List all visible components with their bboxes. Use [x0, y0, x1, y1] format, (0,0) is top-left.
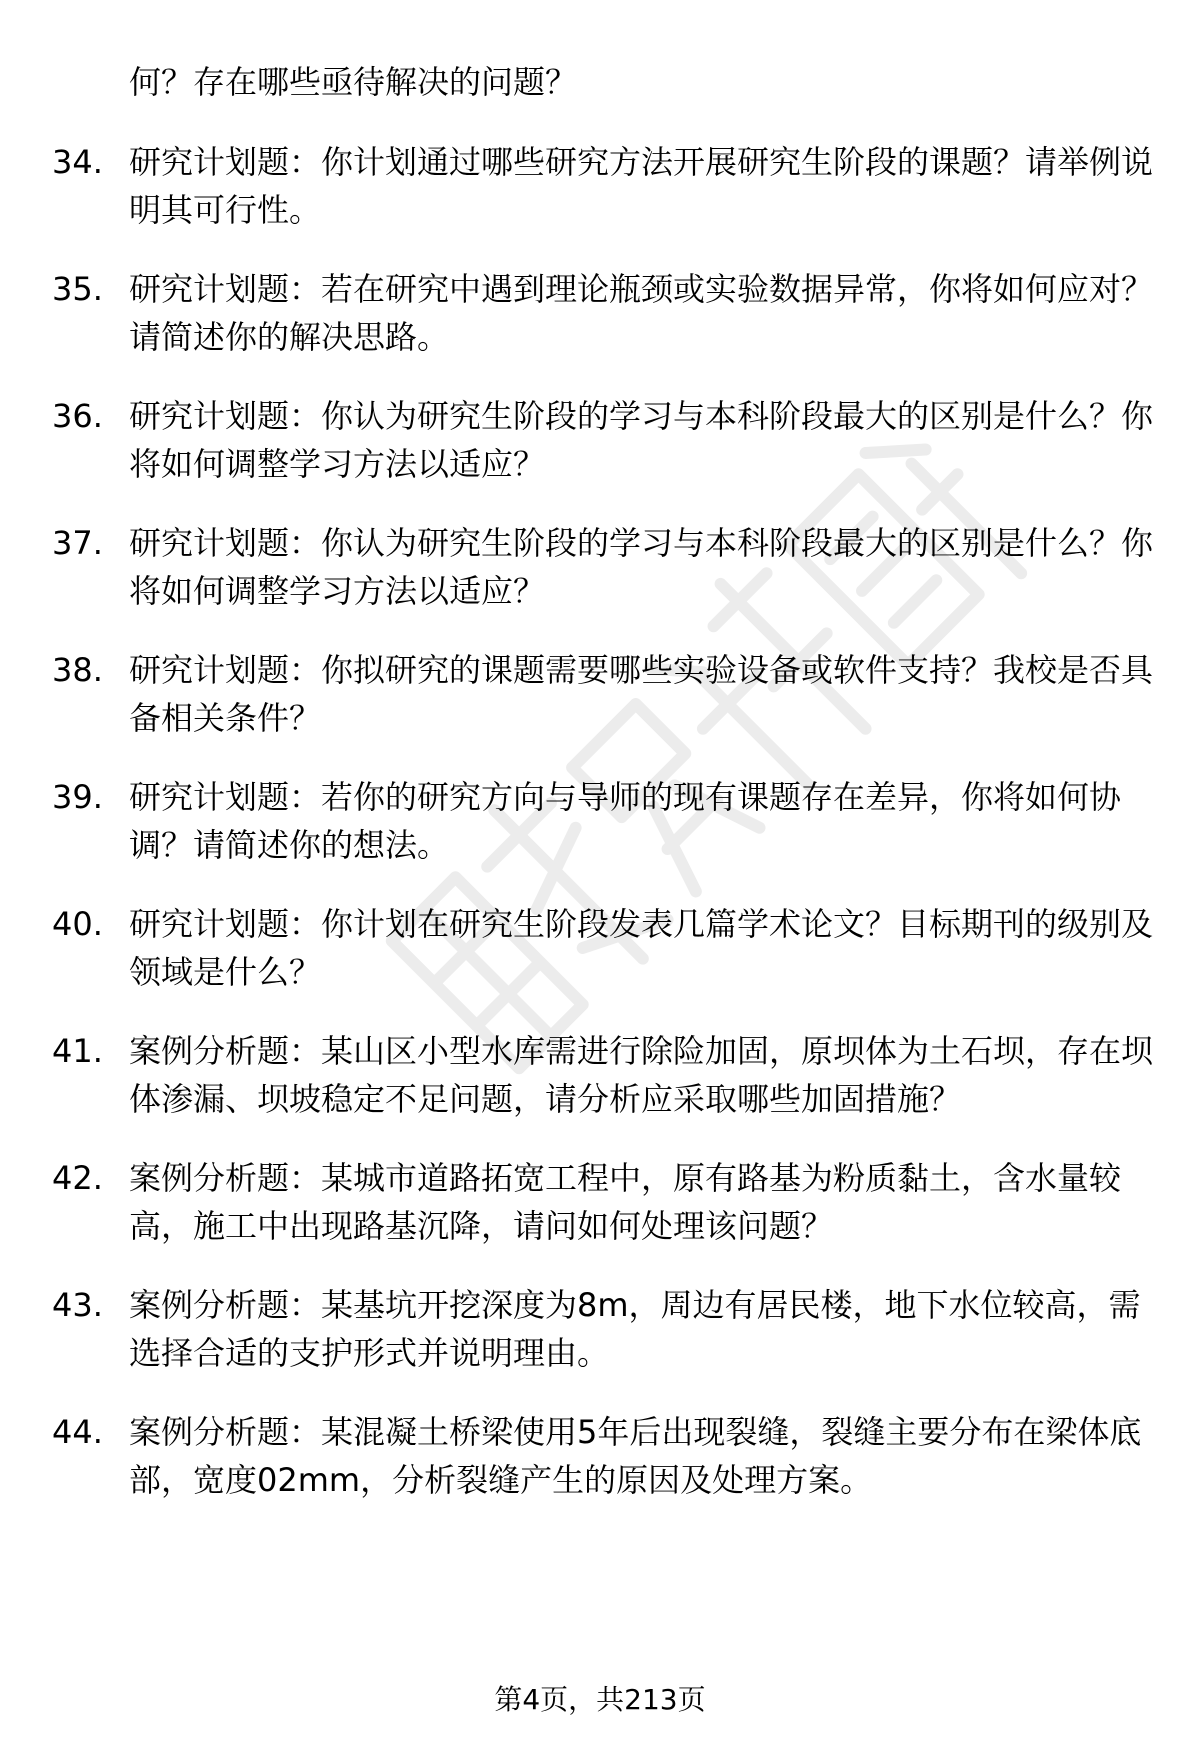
page-footer: 第4页，共213页: [494, 1683, 706, 1716]
item-text: 案例分析题：某山区小型水库需进行除险加固，原坝体为土石坝，存在坝体渗漏、坝坡稳定不足问题，请分析应采取哪些加固措施？: [129, 1032, 1154, 1118]
list-item: [52, 265, 1172, 361]
item-number: 40.: [52, 905, 103, 943]
item-text: 案例分析题：某城市道路拓宽工程中，原有路基为粉质黏土，含水量较高，施工中出现路基沉降，请问如何处理该问题？: [129, 1159, 1122, 1245]
list-item: [52, 1281, 1172, 1377]
item-number: 38.: [52, 651, 103, 689]
continued-question-text: 何？存在哪些亟待解决的问题？: [129, 63, 578, 101]
item-number: 35.: [52, 270, 103, 308]
list-item: [52, 900, 1172, 996]
list-item: [52, 1408, 1172, 1504]
item-text: 案例分析题：某基坑开挖深度为8m，周边有居民楼，地下水位较高，需选择合适的支护形式并说明理由。: [129, 1286, 1141, 1372]
item-text: 研究计划题：你计划在研究生阶段发表几篇学术论文？目标期刊的级别及领域是什么？: [129, 905, 1154, 991]
list-item: [52, 646, 1172, 742]
item-number: 37.: [52, 524, 103, 562]
item-number: 43.: [52, 1286, 103, 1324]
list-item: [52, 392, 1172, 488]
list-item: [52, 519, 1172, 615]
item-number: 39.: [52, 778, 103, 816]
question-list: [52, 58, 1172, 1535]
item-text: 研究计划题：你认为研究生阶段的学习与本科阶段最大的区别是什么？你将如何调整学习方法以适应？: [129, 524, 1154, 610]
list-item: [52, 773, 1172, 869]
item-number: 41.: [52, 1032, 103, 1070]
list-item: [52, 138, 1172, 234]
item-text: 研究计划题：你计划通过哪些研究方法开展研究生阶段的课题？请举例说明其可行性。: [129, 143, 1154, 229]
list-item: [52, 1154, 1172, 1250]
item-number: 34.: [52, 143, 103, 181]
item-number: 44.: [52, 1413, 103, 1451]
item-text: 案例分析题：某混凝土桥梁使用5年后出现裂缝，裂缝主要分布在梁体底部，宽度02mm，分析裂缝产生的原因及处理方案。: [129, 1413, 1142, 1499]
item-text: 研究计划题：若在研究中遇到理论瓶颈或实验数据异常，你将如何应对？请简述你的解决思路。: [129, 270, 1154, 356]
item-number: 42.: [52, 1159, 103, 1197]
item-text: 研究计划题：你认为研究生阶段的学习与本科阶段最大的区别是什么？你将如何调整学习方法以适应？: [129, 397, 1154, 483]
item-number: 36.: [52, 397, 103, 435]
item-text: 研究计划题：若你的研究方向与导师的现有课题存在差异，你将如何协调？请简述你的想法。: [129, 778, 1122, 864]
item-text: 研究计划题：你拟研究的课题需要哪些实验设备或软件支持？我校是否具备相关条件？: [129, 651, 1154, 737]
list-item: [52, 1027, 1172, 1123]
